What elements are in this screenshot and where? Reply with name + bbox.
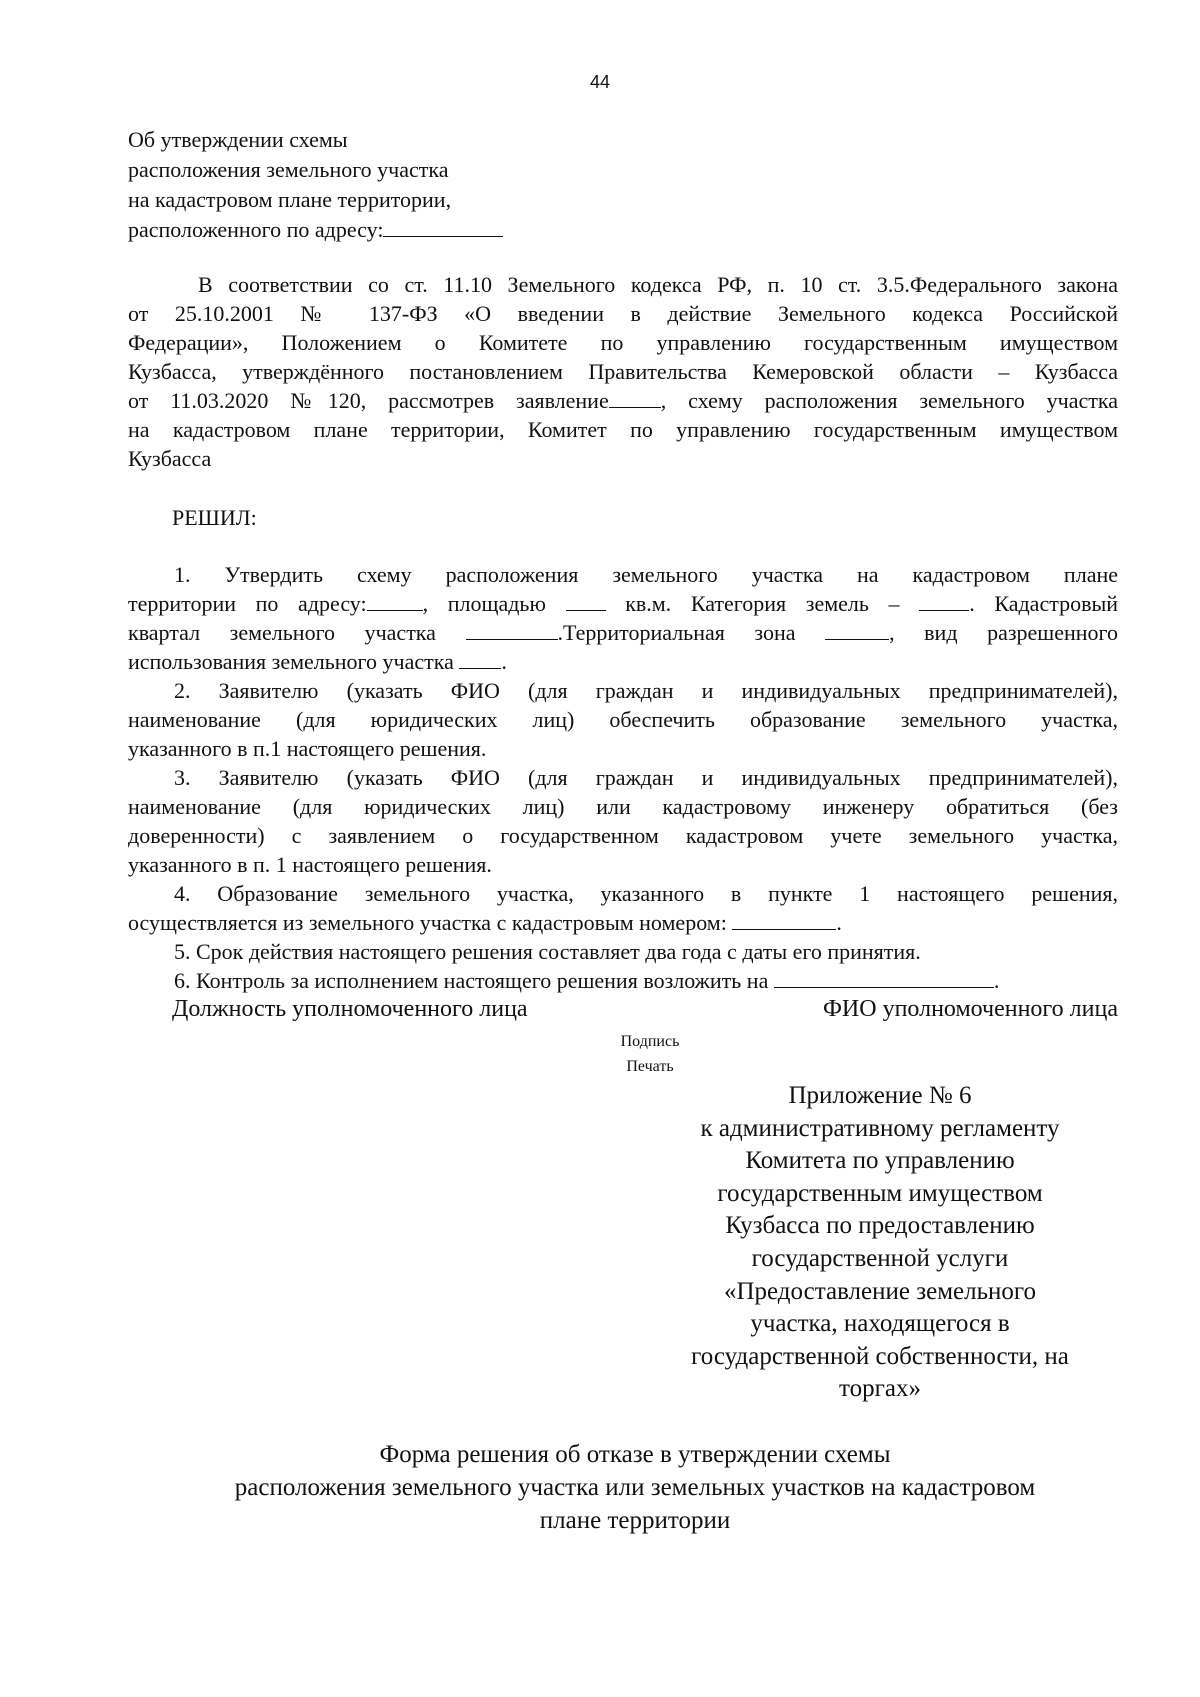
form-title-line: плане территории bbox=[539, 1507, 731, 1534]
item-3-line: доверенности) с заявлением о государственном кадастровом учете земельного участка, bbox=[128, 823, 1118, 848]
decided-label: РЕШИЛ: bbox=[172, 505, 257, 530]
preamble-line: Кузбасса, утверждённого постановлением Правительства Кемеровской области – Кузбасса bbox=[128, 359, 1118, 384]
item-text: .Территориальная зона bbox=[557, 620, 796, 645]
form-title bbox=[150, 1438, 1120, 1537]
appendix-line: торгах» bbox=[839, 1375, 921, 1403]
heading-line: Об утверждении схемы bbox=[128, 127, 348, 152]
responsible-blank bbox=[774, 967, 994, 988]
item-2-line: указанного в п.1 настоящего решения. bbox=[128, 736, 487, 761]
preamble-line: Федерации», Положением о Комитете по управлению государственным имуществом bbox=[128, 330, 1118, 355]
land-category-blank bbox=[919, 590, 969, 611]
appendix-line: государственной собственности, на bbox=[691, 1342, 1069, 1370]
appendix-line: Приложение № 6 bbox=[788, 1082, 972, 1109]
item-3-line: наименование (для юридических лиц) или кадастровому инженеру обратиться (без bbox=[128, 794, 1118, 819]
appendix-line: государственной услуги bbox=[751, 1244, 1009, 1272]
item-6-line bbox=[128, 966, 1118, 995]
item-4-line bbox=[128, 908, 1118, 937]
item-3-line: указанного в п. 1 настоящего решения. bbox=[128, 852, 492, 877]
document-heading bbox=[128, 125, 598, 245]
form-title-line: расположения земельного участка или земельных участков на кадастровом bbox=[234, 1474, 1036, 1501]
preamble-line: на кадастровом плане территории, Комитет по управлению государственным имуществом bbox=[128, 417, 1118, 442]
item-text: квартал земельного участка bbox=[128, 620, 436, 645]
heading-line: на кадастровом плане территории, bbox=[128, 187, 452, 212]
preamble-line bbox=[128, 386, 1118, 415]
address-blank bbox=[383, 216, 503, 237]
item-text: , вид разрешенного bbox=[889, 620, 1119, 645]
quarter-blank bbox=[466, 619, 558, 640]
item-1-line bbox=[128, 589, 1118, 618]
official-position-label: Должность уполномоченного лица bbox=[172, 996, 528, 1022]
page-number: 44 bbox=[589, 72, 611, 92]
area-blank bbox=[566, 590, 606, 611]
heading-address-label: расположенного по адресу: bbox=[128, 217, 384, 242]
decision-items bbox=[128, 560, 1118, 995]
item-2-line: наименование (для юридических лиц) обеспечить образование земельного участка, bbox=[128, 707, 1118, 732]
item-1-line bbox=[128, 618, 1118, 647]
usage-blank bbox=[459, 648, 501, 669]
application-blank bbox=[609, 387, 661, 408]
appendix-line: Комитета по управлению bbox=[745, 1147, 1015, 1175]
item-1-line: 1. Утвердить схему расположения земельного участка на кадастровом плане bbox=[174, 562, 1118, 587]
appendix-heading bbox=[640, 1080, 1120, 1406]
item-text: , площадью bbox=[422, 591, 546, 616]
preamble-line: В соответствии со ст. 11.10 Земельного кодекса РФ, п. 10 ст. 3.5.Федерального закона bbox=[198, 272, 1118, 297]
item-text: использования земельного участка bbox=[128, 649, 454, 674]
zone-blank bbox=[825, 619, 889, 640]
preamble-text: , схему расположения земельного участка bbox=[660, 388, 1118, 413]
item-text: территории по адресу: bbox=[128, 591, 367, 616]
item-text: 6. Контроль за исполнением настоящего решения возложить на bbox=[174, 968, 769, 993]
appendix-line: участка, находящегося в bbox=[750, 1310, 1010, 1338]
appendix-line: государственным имуществом bbox=[717, 1179, 1043, 1207]
item-4-line: 4. Образование земельного участка, указанного в пункте 1 настоящего решения, bbox=[174, 881, 1118, 906]
item-text: . bbox=[836, 910, 842, 935]
item-1-line bbox=[128, 647, 1118, 676]
item-text: осуществляется из земельного участка с кадастровым номером: bbox=[128, 910, 727, 935]
item-5-line: 5. Срок действия настоящего решения составляет два года с даты его принятия. bbox=[174, 939, 921, 964]
preamble-text: от 11.03.2020 №120, рассмотрев заявление bbox=[128, 388, 609, 413]
preamble-paragraph bbox=[128, 270, 1118, 473]
item-text: . bbox=[993, 968, 1000, 993]
appendix-line: Кузбасса по предоставлению bbox=[725, 1212, 1035, 1240]
signature-label: Подпись bbox=[620, 1033, 680, 1050]
preamble-line: Кузбасса bbox=[128, 446, 212, 471]
item-2-line: 2. Заявителю (указать ФИО (для граждан и индивидуальных предпринимателей), bbox=[174, 678, 1118, 703]
appendix-line: «Предоставление земельного bbox=[723, 1277, 1036, 1305]
address-blank bbox=[367, 590, 423, 611]
item-3-line: 3. Заявителю (указать ФИО (для граждан и индивидуальных предпринимателей), bbox=[174, 765, 1118, 790]
heading-line: расположения земельного участка bbox=[128, 157, 449, 182]
form-title-line: Форма решения об отказе в утверждении схемы bbox=[379, 1441, 891, 1468]
signature-row bbox=[172, 996, 1118, 1023]
appendix-line: к административному регламенту bbox=[700, 1114, 1060, 1142]
item-text: кв.м. Категория земель – bbox=[625, 591, 900, 616]
item-text: . Кадастровый bbox=[969, 591, 1119, 616]
preamble-line: от 25.10.2001 № 137-ФЗ «О введении в действие Земельного кодекса Российской bbox=[128, 301, 1118, 326]
heading-line bbox=[128, 215, 598, 245]
seal-label: Печать bbox=[626, 1058, 674, 1075]
item-text: . bbox=[501, 649, 507, 674]
cadastral-number-blank bbox=[732, 909, 836, 930]
official-name-label: ФИО уполномоченного лица bbox=[822, 996, 1118, 1022]
